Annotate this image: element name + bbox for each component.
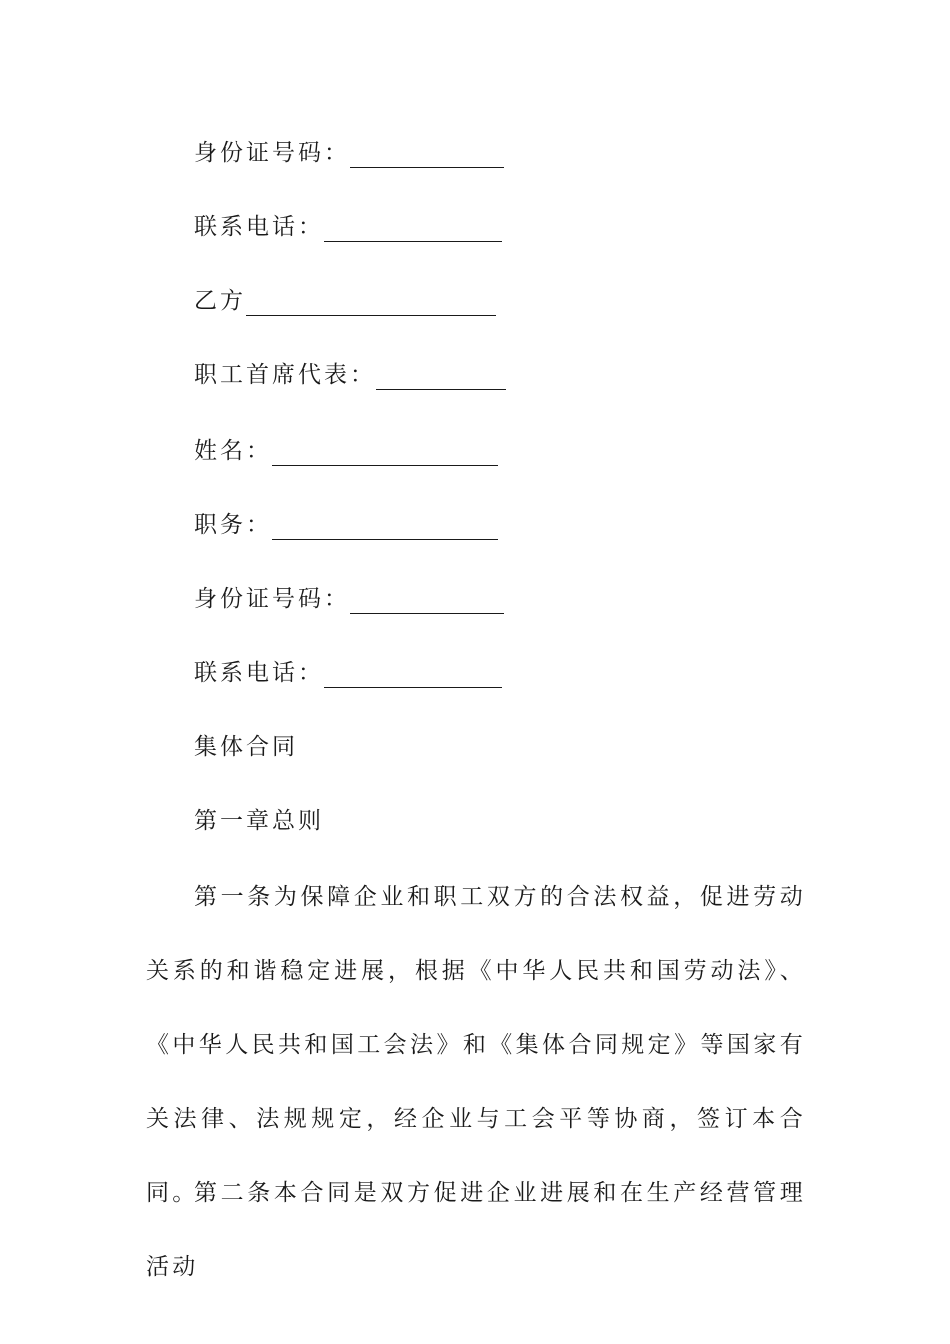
party-b-label: 乙方 [194, 288, 246, 314]
phone-blank [324, 219, 502, 242]
name-label: 姓名： [194, 438, 272, 464]
phone-field-2 [194, 658, 502, 688]
chief-rep-blank [376, 367, 506, 390]
phone-blank [324, 665, 502, 688]
id-number-field-1 [194, 138, 504, 168]
id-number-blank [350, 591, 504, 614]
chief-rep-field [194, 360, 506, 390]
position-label: 职务： [194, 512, 272, 538]
phone-field-1 [194, 212, 502, 242]
name-field [194, 436, 498, 466]
id-number-label: 身份证号码： [194, 586, 350, 612]
chapter-heading [194, 806, 324, 836]
party-b-blank [246, 293, 496, 316]
id-number-label: 身份证号码： [194, 140, 350, 166]
chapter-heading-text: 第一章总则 [194, 808, 324, 834]
name-blank [272, 443, 498, 466]
phone-label: 联系电话： [194, 214, 324, 240]
position-field [194, 510, 498, 540]
phone-label: 联系电话： [194, 660, 324, 686]
id-number-field-2 [194, 584, 504, 614]
doc-title-text: 集体合同 [194, 734, 298, 760]
article-1-paragraph: 第一条为保障企业和职工双方的合法权益，促进劳动关系的和谐稳定进展，根据《中华人民共和国劳动法》、《中华人民共和国工会法》和《集体合同规定》等国家有关法律、法规规定，经企业与工会平等协商，签订本合同。 [146, 884, 806, 1206]
party-b-field [194, 286, 496, 316]
article-2-paragraph: 第二条本合同是双方促进企业进展和在生产经营管理活动 [146, 1180, 806, 1280]
chief-rep-label: 职工首席代表： [194, 362, 376, 388]
doc-title [194, 732, 298, 762]
id-number-blank [350, 145, 504, 168]
position-blank [272, 517, 498, 540]
